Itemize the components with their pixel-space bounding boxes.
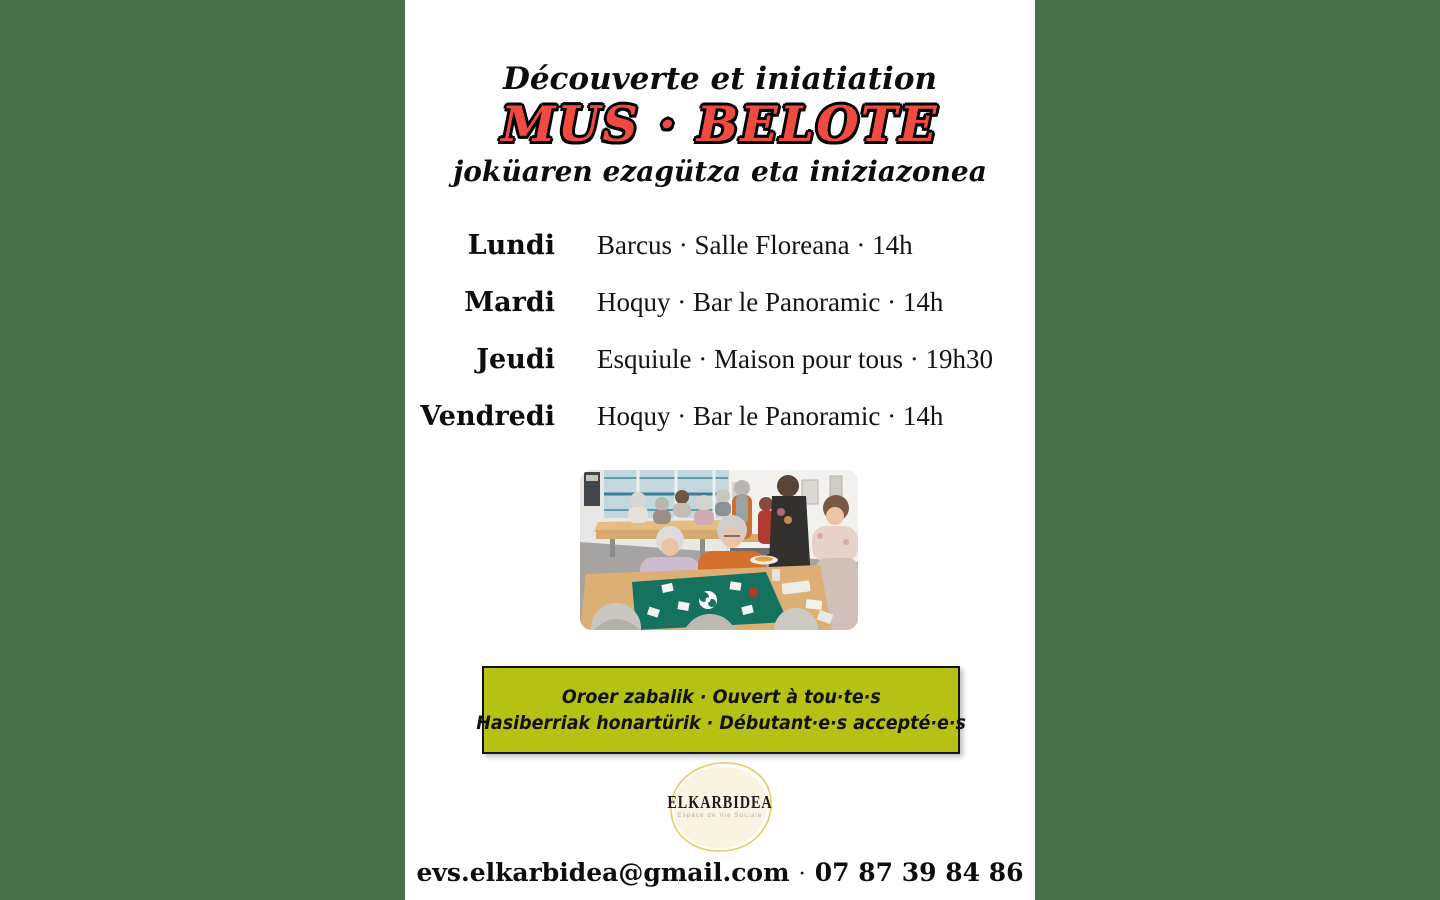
info-line-2: Hasiberriak honartürik · Débutant·e·s accepté·e·s [476,712,966,734]
contact-footer [405,858,1035,887]
main-title: MUS · BELOTE [501,95,939,153]
schedule-row [405,230,1035,266]
contact-phone: 07 87 39 84 86 [814,858,1024,887]
schedule-day: Jeudi [476,344,555,375]
schedule-row [405,401,1035,437]
schedule-details: Hoquy · Bar le Panoramic · 14h [597,287,944,317]
schedule-row [405,344,1035,380]
schedule-day: Mardi [464,287,555,318]
schedule-details: Esquiule · Maison pour tous · 19h30 [597,344,993,374]
schedule-details: Barcus · Salle Floreana · 14h [597,230,913,260]
logo-tagline: Espace de Vie Sociale [677,813,763,819]
subtitle-bottom: joküaren ezagütza eta iniziazonea [453,155,987,188]
poster [405,0,1035,900]
logo-name: ELKARBIDEA [667,793,773,813]
schedule [405,230,1035,437]
elkarbidea-logo [664,760,776,854]
contact-separator: · [798,862,806,887]
open-to-all-box [476,666,966,754]
schedule-day: Vendredi [420,401,555,432]
contact-email: evs.elkarbidea@gmail.com [416,858,790,887]
schedule-day: Lundi [467,230,555,261]
card-game-photo [580,470,858,630]
logo-text [664,795,776,820]
schedule-row [405,287,1035,323]
info-line-1: Oroer zabalik · Ouvert à tou·te·s [561,686,881,708]
card-game-photo-graphic [580,470,858,630]
subtitle-top: Découverte et iniatiation [502,61,938,97]
poster-header [405,62,1035,188]
schedule-details: Hoquy · Bar le Panoramic · 14h [597,401,944,431]
